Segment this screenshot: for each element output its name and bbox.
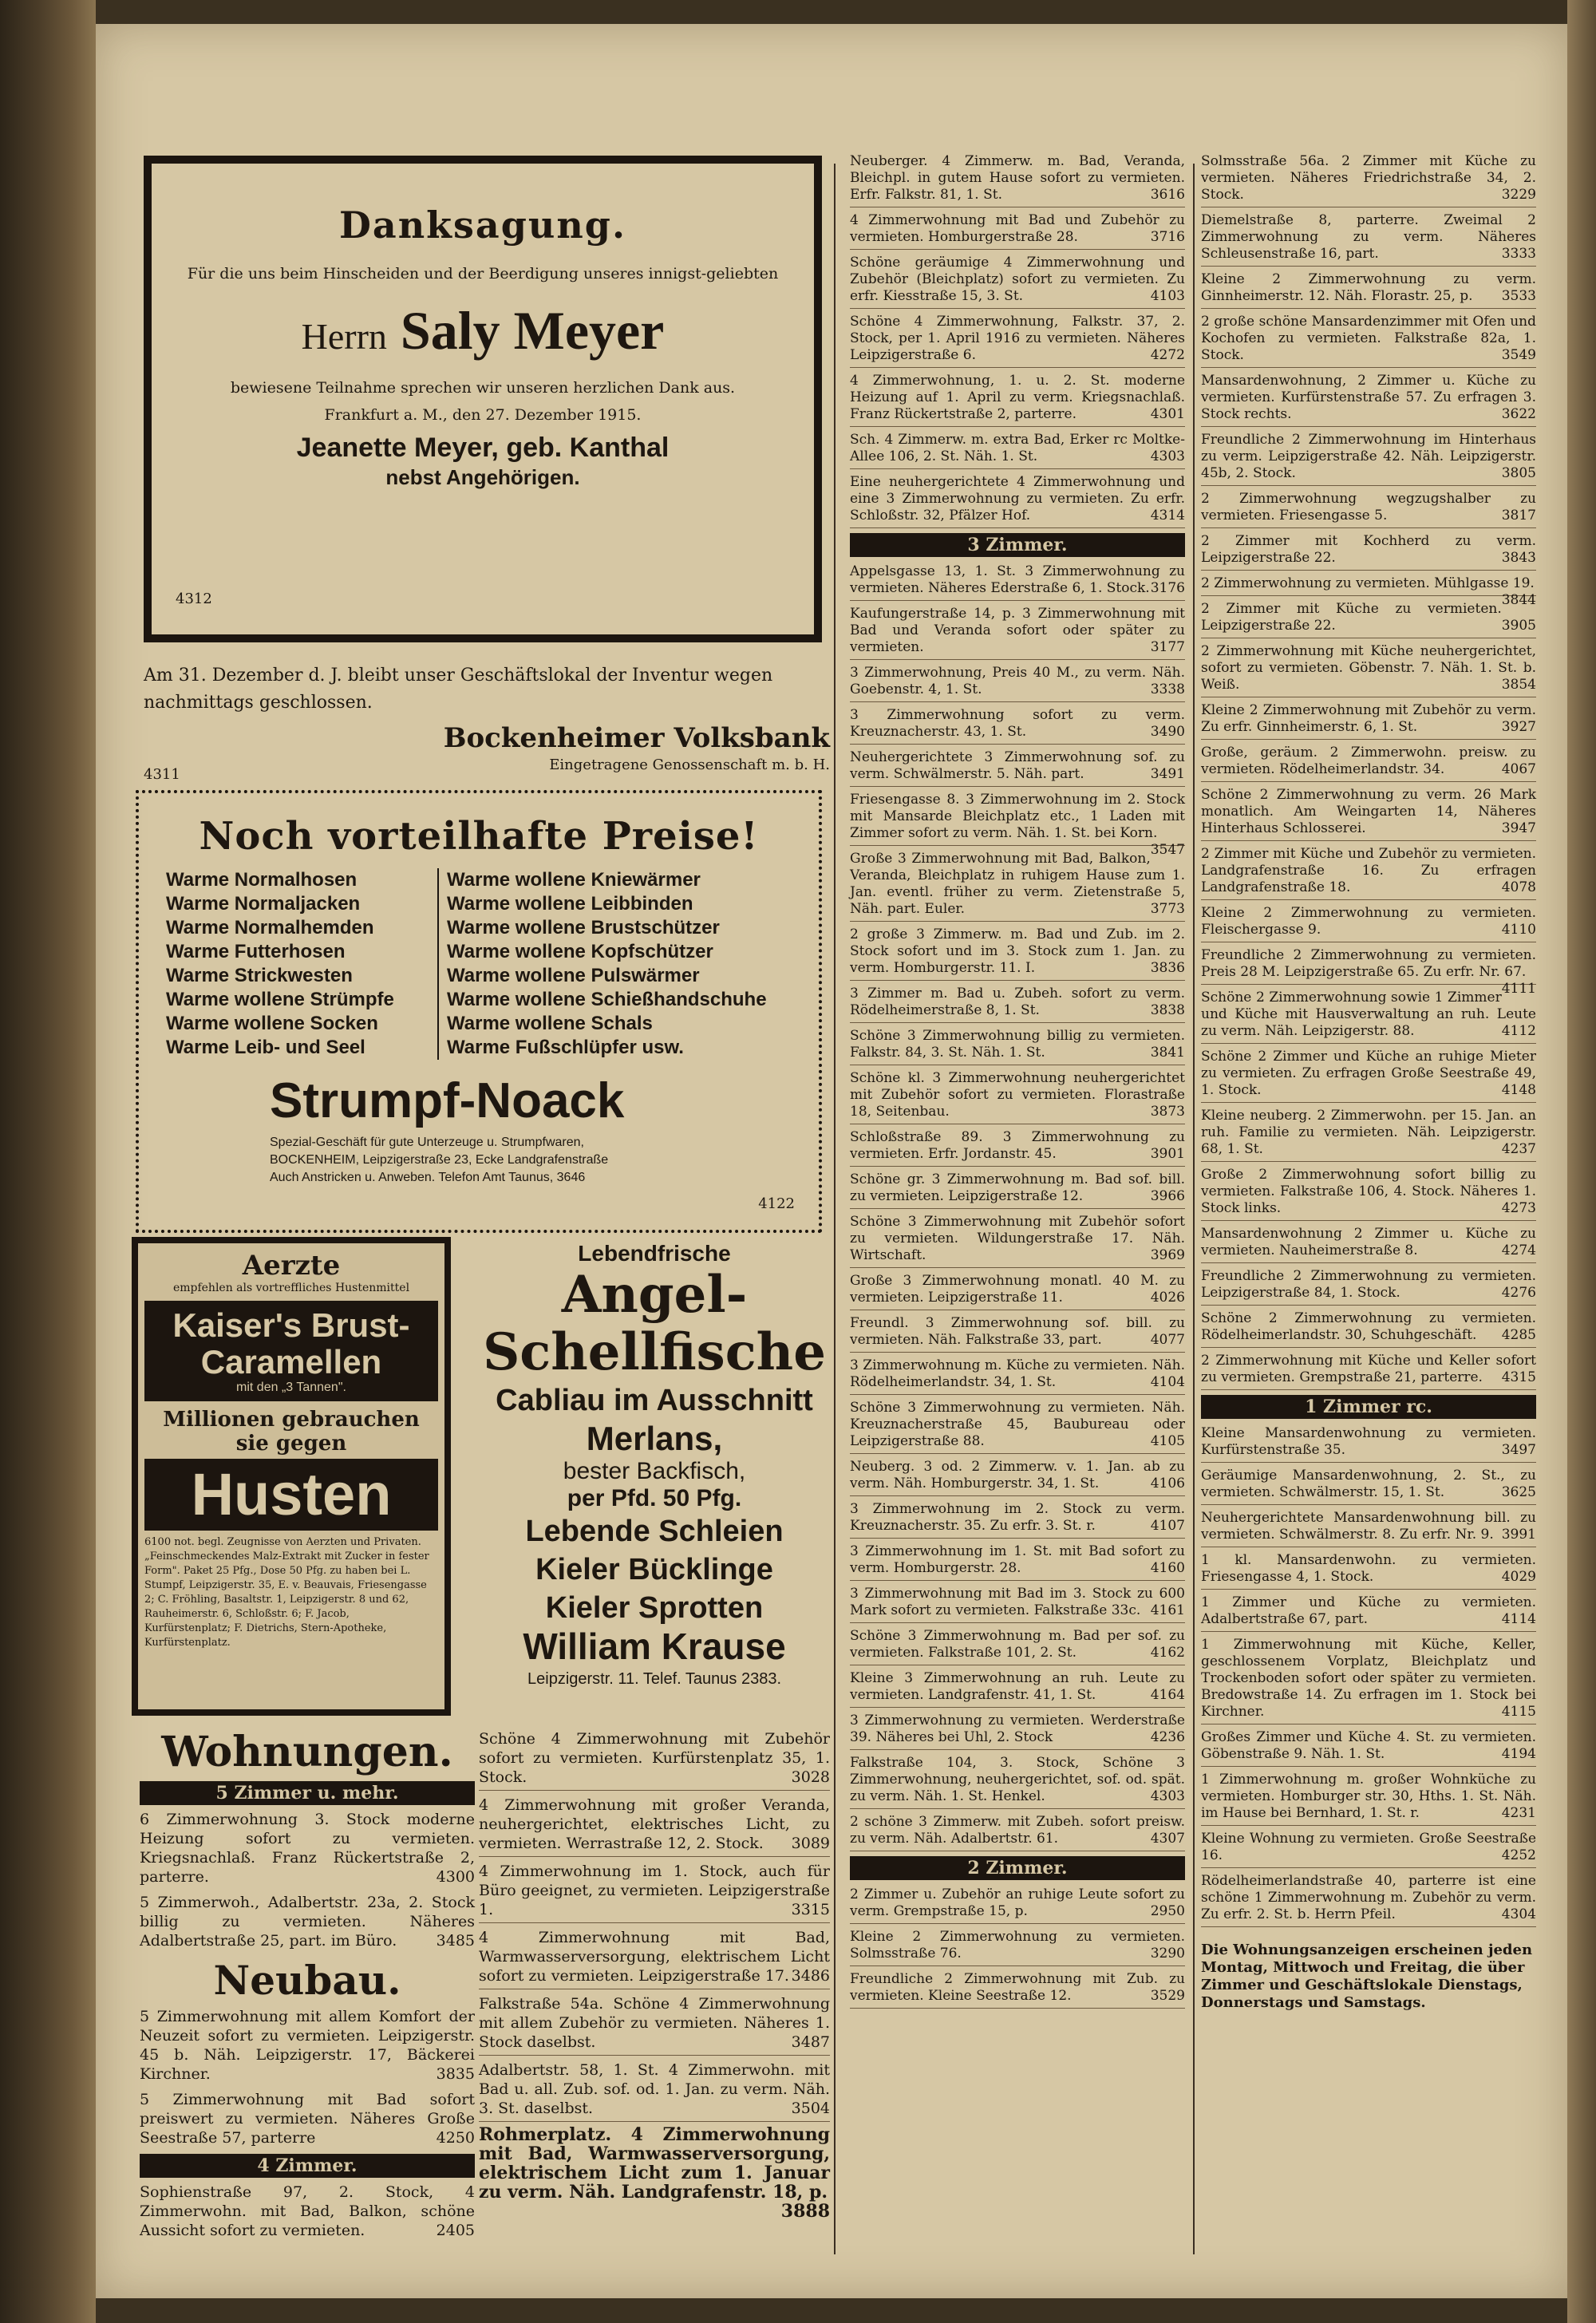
krause-line: Kieler Sprotten: [545, 1591, 764, 1625]
classified-ad: 2 Zimmerwohnung mit Küche und Keller sofort zu vermieten. Grempstraße 21, parterre. 4315: [1201, 1351, 1536, 1390]
krause-line: Lebendfrische: [578, 1241, 731, 1266]
classified-ad: 2 Zimmerwohnung zu vermieten. Mühlgasse 19. 3844: [1201, 575, 1536, 608]
thanks-intro: Für die uns beim Hinscheiden und der Beerdigung unseres innigst-geliebten: [187, 265, 779, 282]
classified-ad: 4 Zimmerwohnung im 1. Stock, auch für Büro geeignet, zu vermieten. Leipzigerstraße 1. 3315: [479, 1860, 830, 1923]
classified-ad: 4 Zimmerwohnung mit Bad, Warmwasserversorgung, elektrischem Licht sofort zu vermieten. Leipzigerstraße 17. 3486: [479, 1926, 830, 1989]
list-item: Warme Normalhemden: [166, 917, 374, 938]
classified-ad: Friesengasse 8. 3 Zimmerwohnung im 2. Stock mit Mansarde Bleichplatz etc., 1 Laden mit Zimmer sofort zu verm. Näh. 1. St. bei Korn. 3547: [850, 792, 1185, 858]
classified-ad: Mansardenwohnung 2 Zimmer u. Küche zu vermieten. Nauheimerstraße 8. 4274: [1201, 1224, 1536, 1263]
classified-ad: Freundliche 2 Zimmerwohnung mit Zub. zu vermieten. Kleine Seestraße 12. 3529: [850, 1969, 1185, 2009]
list-item: Warme Normaljacken: [166, 893, 361, 915]
strumpf-noack-ad: [136, 790, 822, 1233]
classified-ad: 2 Zimmer u. Zubehör an ruhige Leute sofort zu verm. Grempstraße 15, p. 2950: [850, 1885, 1185, 1924]
classified-ad: Große 3 Zimmerwohnung mit Bad, Balkon, Veranda, Bleichplatz in ruhigem Hause zum 1. Jan. eventl. früher zu verm. Zietenstraße 5, Näh. part. Euler. 3773: [850, 849, 1185, 922]
classified-ad: 1 Zimmer und Küche zu vermieten. Adalbertstraße 67, part. 4114: [1201, 1593, 1536, 1632]
section-title: Wohnungen.: [161, 1728, 453, 1776]
kaiser-logo: Kaiser's Brust-Caramellen mit den „3 Tannen".: [144, 1301, 438, 1401]
classified-ad: Falkstraße 54a. Schöne 4 Zimmerwohnung mit allem Zubehör zu vermieten. Näheres 1. Stock daselbst. 3487: [479, 1993, 830, 2056]
krause-line: Kieler Bücklinge: [535, 1553, 773, 1586]
classified-ad: 1 Zimmerwohnung m. großer Wohnküche zu vermieten. Homburger str. 30, Hths. 1. St. Näh. im Hause bei Bernhard, 1. St. r. 4231: [1201, 1770, 1536, 1826]
classified-ad: Kleine 2 Zimmerwohnung zu vermieten. Fleischergasse 9. 4110: [1201, 903, 1536, 942]
classified-ad: 3 Zimmerwohnung, Preis 40 M., zu verm. Näh. Goebenstr. 4, 1. St. 3338: [850, 663, 1185, 702]
classified-ad: Falkstraße 104, 3. Stock, Schöne 3 Zimmerwohnung, neuhergerichtet, sof. od. spät. zu verm. Näh. 1. St. Henkel. 4303: [850, 1753, 1185, 1809]
classified-ad: 2 Zimmerwohnung wegzugshalber zu vermieten. Friesengasse 5. 3817: [1201, 489, 1536, 528]
thanks-signer: Jeanette Meyer, geb. Kanthal: [296, 433, 670, 463]
krause-line: Cabliau im Ausschnitt: [496, 1384, 813, 1417]
classified-ad: Schöne 4 Zimmerwohnung mit Zubehör sofort zu vermieten. Kurfürstenplatz 35, 1. Stock. 3028: [479, 1728, 830, 1791]
classified-ad: Neuberger. 4 Zimmerw. m. Bad, Veranda, Bleichpl. in gutem Hause sofort zu vermieten. Erfr. Falkstr. 81, 1. St. 3616: [850, 152, 1185, 207]
aerzte-sub: empfehlen als vortreffliches Hustenmittel: [172, 1282, 410, 1294]
classified-ad: Eine neuhergerichtete 4 Zimmerwohnung und eine 3 Zimmerwohnung zu vermieten. Zu erfr. Schloßstr. 32, Pfälzer Hof. 4314: [850, 472, 1185, 528]
classified-ad: Freundliche 2 Zimmerwohnung im Hinterhaus zu verm. Leipzigerstraße 42. Näh. Leipzigerstr. 45b, 2. Stock. 3805: [1201, 430, 1536, 486]
classified-ad: Schöne 2 Zimmerwohnung zu vermieten. Rödelheimerlandstr. 30, Schuhgeschäft. 4285: [1201, 1309, 1536, 1348]
category-bar: 4 Zimmer.: [140, 2154, 475, 2178]
thanks-title: Danksagung.: [339, 203, 626, 247]
noack-headline: Noch vorteilhafte Preise!: [199, 814, 759, 859]
krause-line: Lebende Schleien: [525, 1515, 784, 1548]
classified-ad: Große, geräum. 2 Zimmerwohn. preisw. zu vermieten. Rödelheimerlandstr. 34. 4067: [1201, 743, 1536, 782]
category-bar: 1 Zimmer rc.: [1201, 1395, 1536, 1419]
classified-ad: 2 große 3 Zimmerw. m. Bad und Zub. im 2. Stock sofort und im 3. Stock zum 1. Jan. zu verm. Homburgerstr. 11. I. 3836: [850, 925, 1185, 981]
list-item: Warme wollene Schießhandschuhe: [447, 989, 767, 1010]
classified-ad: 3 Zimmerwohnung m. Küche zu vermieten. Näh. Rödelheimerlandstr. 34, 1. St. 4104: [850, 1356, 1185, 1395]
classified-ad: Schöne 3 Zimmerwohnung billig zu vermieten. Falkstr. 84, 3. St. Näh. 1. St. 3841: [850, 1026, 1185, 1065]
classified-ad: Schöne 4 Zimmerwohnung, Falkstr. 37, 2. Stock, per 1. April 1916 zu vermieten. Näheres Leipzigerstraße 6. 4272: [850, 312, 1185, 368]
classified-ad: 5 Zimmerwoh., Adalbertstr. 23a, 2. Stock billig zu vermieten. Näheres Adalbertstraße 25, part. im Büro. 3485: [140, 1894, 475, 1950]
classified-ad: Schöne 2 Zimmerwohnung sowie 1 Zimmer und Küche mit Hausverwaltung an ruh. Leute zu verm. Näh. Leipzigerstr. 88. 4112: [1201, 988, 1536, 1044]
classified-ad: Kleine 3 Zimmerwohnung an ruh. Leute zu vermieten. Landgrafenstr. 41, 1. St. 4164: [850, 1669, 1185, 1708]
classified-ad: Kleine Mansardenwohnung zu vermieten. Kurfürstenstraße 35. 3497: [1201, 1424, 1536, 1463]
classified-ad: Freundl. 3 Zimmerwohnung sof. bill. zu vermieten. Näh. Falkstraße 33, part. 4077: [850, 1314, 1185, 1353]
classified-ad: Mansardenwohnung, 2 Zimmer u. Küche zu vermieten. Kurfürstenstraße 57. Zu erfragen 3. Stock rechts. 3622: [1201, 371, 1536, 427]
classified-ad: 2 Zimmerwohnung mit Küche neuhergerichtet, sofort zu vermieten. Göbenstr. 7. Näh. 1. St. b. Weiß. 3854: [1201, 642, 1536, 697]
classified-ad: 3 Zimmerwohnung sofort zu verm. Kreuznacherstr. 43, 1. St. 3490: [850, 705, 1185, 745]
noack-list-right: [439, 868, 775, 1060]
list-item: Warme Strickwesten: [166, 965, 353, 986]
noack-brand: Strumpf-Noack: [270, 1073, 625, 1128]
classified-ad: 2 große schöne Mansardenzimmer mit Ofen und Kochofen zu vermieten. Falkstraße 82a, 1. Stock. 3549: [1201, 312, 1536, 368]
noack-product-lists: [158, 868, 800, 1060]
column-rule: [834, 164, 836, 2254]
classified-ad: Kaufungerstraße 14, p. 3 Zimmerwohnung mit Bad und Veranda sofort oder später zu vermieten. 3177: [850, 604, 1185, 660]
classified-ad: 3 Zimmerwohnung im 1. St. mit Bad sofort zu verm. Homburgerstr. 28. 4160: [850, 1542, 1185, 1581]
classified-ad: Kleine neuberg. 2 Zimmerwohn. per 15. Jan. an ruh. Familie zu vermieten. Näh. Leipzigerstr. 68, 1. St. 4237: [1201, 1106, 1536, 1162]
classified-ad: Rohmerplatz. 4 Zimmerwohnung mit Bad, Warmwasserversorgung, elektrischem Licht zum 1. Januar zu verm. Näh. Landgrafenstr. 18, p. 3888: [479, 2124, 830, 2222]
classified-ad: 4 Zimmerwohnung, 1. u. 2. St. moderne Heizung auf 1. April zu verm. Kriegsnachlaß. Franz Rückertstraße 2, parterre. 4301: [850, 371, 1185, 427]
bank-name: Bockenheimer Volksbank: [443, 722, 830, 754]
classified-ad: Schöne 3 Zimmerwohnung mit Zubehör sofort zu vermieten. Wildungerstraße 17. Näh. Wirtschaft. 3969: [850, 1212, 1185, 1268]
thanks-body: bewiesene Teilnahme sprechen wir unseren herzlichen Dank aus.: [230, 379, 736, 397]
classified-ad: Adalbertstr. 58, 1. St. 4 Zimmerwohn. mit Bad u. all. Zub. sof. od. 1. Jan. zu verm. Näh. 3. St. daselbst. 3504: [479, 2059, 830, 2122]
classified-ad: 6 Zimmerwohnung 3. Stock moderne Heizung sofort zu vermieten. Kriegsnachlaß. Franz Rückertstraße 2, parterre. 4300: [140, 1811, 475, 1886]
classified-ad: Freundliche 2 Zimmerwohnung zu vermieten. Preis 28 M. Leipzigerstraße 65. Zu erfr. Nr. 67. 4111: [1201, 947, 1536, 997]
classifieds-col3: [850, 152, 1185, 2012]
list-item: Warme wollene Pulswärmer: [447, 965, 700, 986]
classified-ad: Kleine 2 Zimmerwohnung zu vermieten. Solmsstraße 76. 3290: [850, 1927, 1185, 1966]
classified-ad: Schloßstraße 89. 3 Zimmerwohnung zu vermieten. Erfr. Jordanstr. 45. 3901: [850, 1128, 1185, 1167]
classified-ad: 4 Zimmerwohnung mit Bad und Zubehör zu vermieten. Homburgerstraße 28. 3716: [850, 211, 1185, 250]
classified-ad: Geräumige Mansardenwohnung, 2. St., zu vermieten. Schwälmerstr. 15, 1. St. 3625: [1201, 1466, 1536, 1505]
classified-ad: 5 Zimmerwohnung mit Bad sofort preiswert zu vermieten. Näheres Große Seestraße 57, parterre 4250: [140, 2091, 475, 2147]
classified-ad: Neuhergerichtete 3 Zimmerwohnung sof. zu verm. Schwälmerstr. 5. Näh. part. 3491: [850, 748, 1185, 787]
krause-line: William Krause: [523, 1626, 786, 1667]
krause-line: Angel-Schellfische: [483, 1265, 826, 1382]
classified-ad: Neuberg. 3 od. 2 Zimmerw. v. 1. Jan. ab zu verm. Näh. Homburgerstr. 34, 1. St. 4106: [850, 1457, 1185, 1496]
list-item: Warme Normalhosen: [166, 869, 358, 891]
classified-ad: 2 Zimmer mit Küche zu vermieten. Leipzigerstraße 22. 3905: [1201, 599, 1536, 638]
noack-sub1: Spezial-Geschäft für gute Unterzeuge u. Strumpfwaren,: [270, 1136, 584, 1149]
husten-label: Husten: [144, 1459, 438, 1531]
noack-list-left: [158, 868, 439, 1060]
classified-ad: Schöne kl. 3 Zimmerwohnung neuhergerichtet mit Zubehör sofort zu vermieten. Florastraße 18, Seitenbau. 3873: [850, 1069, 1185, 1124]
classified-ad: Diemelstraße 8, parterre. Zweimal 2 Zimmerwohnung zu verm. Näheres Schleusenstraße 16, part. 3333: [1201, 211, 1536, 267]
classified-ad: Kleine 2 Zimmerwohnung zu verm. Ginnheimerstr. 12. Näh. Florastr. 25, p. 3533: [1201, 270, 1536, 309]
krause-line: Merlans,: [586, 1420, 723, 1457]
classified-ad: 1 kl. Mansardenwohn. zu vermieten. Friesengasse 4, 1. Stock. 4029: [1201, 1551, 1536, 1590]
list-item: Warme Fußschlüpfer usw.: [447, 1037, 684, 1058]
aerzte-fine-print: 6100 not. begl. Zeugnisse von Aerzten und Privaten. „Feinschmeckendes Malz-Extrakt mit Zucker in fester Form". Paket 25 Pfg., Dose 50 Pfg. zu haben bei L. Stumpf, Leipzigerstr. 35, E. v. Beauvais, Friesengasse 2; C. Fröhling, Basaltstr. 1, Leipzigerstr. 8 und 62, Rauheimerstr. 6, Schloßstr. 6; F. Jacob, Kurfürstenplatz; F. Dietrichs, Stern-Apotheke, Kurfürstenplatz.: [144, 1536, 429, 1649]
classified-ad: Großes Zimmer und Küche 4. St. zu vermieten. Göbenstraße 9. Näh. 1. St. 4194: [1201, 1728, 1536, 1767]
classifieds-col4: [1201, 152, 1536, 2026]
ad-code: 4122: [758, 1195, 795, 1212]
krause-line: bester Backfisch,: [563, 1458, 746, 1484]
classified-ad: 3 Zimmerwohnung im 2. Stock zu verm. Kreuznacherstr. 35. Zu erfr. 3. St. r. 4107: [850, 1499, 1185, 1539]
category-bar: 3 Zimmer.: [850, 533, 1185, 557]
list-item: Warme Futterhosen: [166, 941, 346, 962]
list-item: Warme wollene Schals: [447, 1013, 653, 1034]
classified-ad: Große 2 Zimmerwohnung sofort billig zu vermieten. Falkstraße 106, 4. Stock. Näheres 1. Stock links. 4273: [1201, 1165, 1536, 1221]
william-krause-ad: [479, 1241, 830, 1689]
krause-line: per Pfd. 50 Pfg.: [567, 1485, 742, 1511]
aerzte-millionen: Millionen gebrauchen sie gegen: [163, 1408, 420, 1456]
classified-ad: 2 schöne 3 Zimmerw. mit Zubeh. sofort preisw. zu verm. Näh. Adalbertstr. 61. 4307: [850, 1812, 1185, 1851]
noack-sub2: BOCKENHEIM, Leipzigerstraße 23, Ecke Landgrafenstraße: [270, 1153, 609, 1167]
classified-ad: Freundliche 2 Zimmerwohnung zu vermieten. Leipzigerstraße 84, 1. Stock. 4276: [1201, 1266, 1536, 1306]
list-item: Warme wollene Leibbinden: [447, 893, 693, 915]
classified-ad: Solmsstraße 56a. 2 Zimmer mit Küche zu vermieten. Näheres Friedrichstraße 34, 2. Stock. 3229: [1201, 152, 1536, 207]
classified-ad: Große 3 Zimmerwohnung monatl. 40 M. zu vermieten. Leipzigerstraße 11. 4026: [850, 1271, 1185, 1310]
closing-note: Die Wohnungsanzeigen erscheinen jeden Montag, Mittwoch und Freitag, die über Zimmer und Geschäftslokale Dienstags, Donnerstags und Samstags.: [1201, 1942, 1533, 2011]
classified-ad: Kleine 2 Zimmerwohnung mit Zubehör zu verm. Zu erfr. Ginnheimerstr. 6, 1. St. 3927: [1201, 701, 1536, 740]
list-item: Warme wollene Brustschützer: [447, 917, 720, 938]
newspaper-page: [96, 24, 1567, 2298]
classified-ad: Sophienstraße 97, 2. Stock, 4 Zimmerwohn. mit Bad, Balkon, schöne Aussicht sofort zu vermieten. 2405: [140, 2183, 475, 2239]
classified-ad: Schöne gr. 3 Zimmerwohnung m. Bad sof. bill. zu vermieten. Leipzigerstraße 12. 3966: [850, 1170, 1185, 1209]
classified-ad: Kleine Wohnung zu vermieten. Große Seestraße 16. 4252: [1201, 1829, 1536, 1868]
page-edge: [1567, 0, 1596, 2323]
book-spine: [0, 0, 96, 2323]
neubau-title: Neubau.: [213, 1957, 401, 2004]
classified-ad: Schöne geräumige 4 Zimmerwohnung und Zubehör (Bleichplatz) sofort zu vermieten. Zu erfr. Kiesstraße 15, 3. St. 4103: [850, 253, 1185, 309]
wohnungen-section: [140, 1728, 475, 2246]
bank-sub: Eingetragene Genossenschaft m. b. H.: [549, 757, 830, 773]
list-item: Warme wollene Socken: [166, 1013, 378, 1034]
category-bar: 5 Zimmer u. mehr.: [140, 1781, 475, 1805]
column-rule: [1193, 164, 1195, 2254]
classified-ad: 1 Zimmerwohnung mit Küche, Keller, geschlossenem Vorplatz, Bleichplatz und Trockenboden sofort oder später zu vermieten. Bredowstraße 14. Zu erfragen im 1. Stock bei Kirchner. 4115: [1201, 1635, 1536, 1724]
list-item: Warme Leib- und Seel: [166, 1037, 365, 1058]
classified-ad: 4 Zimmerwohnung mit großer Veranda, neuhergerichtet, elektrisches Licht, zu vermieten. Werrastraße 12, 2. Stock. 3089: [479, 1794, 830, 1857]
aerzte-title: Aerzte: [242, 1250, 341, 1282]
classified-ad: 2 Zimmer mit Kochherd zu verm. Leipzigerstraße 22. 3843: [1201, 531, 1536, 571]
classified-ad: Appelsgasse 13, 1. St. 3 Zimmerwohnung zu vermieten. Näheres Ederstraße 6, 1. Stock. 3176: [850, 562, 1185, 601]
kaiser-brust-caramellen-ad: [132, 1237, 451, 1716]
classified-ad: Schöne 2 Zimmerwohnung zu verm. 26 Mark monatlich. Am Weingarten 14, Näheres Hinterhaus Schlosserei. 3947: [1201, 785, 1536, 841]
classified-ad: 3 Zimmerwohnung mit Bad im 3. Stock zu 600 Mark sofort zu vermieten. Falkstraße 33c. 4161: [850, 1584, 1185, 1623]
list-item: Warme wollene Strümpfe: [166, 989, 394, 1010]
category-bar: 2 Zimmer.: [850, 1856, 1185, 1880]
classified-ad: 2 Zimmer mit Küche und Zubehör zu vermieten. Landgrafenstraße 16. Zu erfragen Landgrafenstraße 18. 4078: [1201, 844, 1536, 900]
notice-text: Am 31. Dezember d. J. bleibt unser Geschäftslokal der Inventur wegen nachmittags geschlossen.: [144, 666, 773, 713]
list-item: Warme wollene Kopfschützer: [447, 941, 713, 962]
classified-ad: 5 Zimmerwohnung mit allem Komfort der Neuzeit sofort zu vermieten. Leipzigerstr. 45 b. Näh. Leipzigerstr. 17, Bäckerei Kirchner. 3835: [140, 2008, 475, 2083]
thanks-signer2: nebst Angehörigen.: [385, 465, 580, 489]
ad-code: 4312: [176, 591, 212, 607]
list-item: Warme wollene Kniewärmer: [447, 869, 701, 891]
ad-code: 4311: [144, 766, 180, 783]
classified-ad: Rödelheimerlandstraße 40, parterre ist eine schöne 1 Zimmerwohnung m. Zubehör zu verm. Zu erfr. 2. St. b. Herrn Pfeil. 4304: [1201, 1871, 1536, 1927]
classified-ad: Schöne 3 Zimmerwohnung zu vermieten. Näh. Kreuznacherstraße 45, Baubureau oder Leipzigerstraße 88. 4105: [850, 1398, 1185, 1454]
thanks-notice: [144, 156, 822, 642]
classified-ad: Sch. 4 Zimmerw. m. extra Bad, Erker rc Moltke-Allee 106, 2. St. Näh. 1. St. 4303: [850, 430, 1185, 469]
thanks-place-date: Frankfurt a. M., den 27. Dezember 1915.: [324, 406, 642, 424]
classified-ad: 3 Zimmerwohnung zu vermieten. Werderstraße 39. Näheres bei Uhl, 2. Stock 4236: [850, 1711, 1185, 1750]
bank-notice: [144, 662, 830, 788]
classifieds-mid: [479, 1728, 830, 2221]
classified-ad: 3 Zimmer m. Bad u. Zubeh. sofort zu verm. Rödelheimerstraße 8, 1. St. 3838: [850, 984, 1185, 1023]
classified-ad: Schöne 2 Zimmer und Küche an ruhige Mieter zu vermieten. Zu erfragen Große Seestraße 49, 1. Stock. 4148: [1201, 1047, 1536, 1103]
classified-ad: Schöne 3 Zimmerwohnung m. Bad per sof. zu vermieten. Falkstraße 101, 2. St. 4162: [850, 1626, 1185, 1665]
krause-address: Leipzigerstr. 11. Telef. Taunus 2383.: [527, 1670, 781, 1688]
deceased-name: Herrn Saly Meyer: [301, 300, 665, 361]
classified-ad: Neuhergerichtete Mansardenwohnung bill. zu vermieten. Schwälmerstr. 8. Zu erfr. Nr. 9. 3991: [1201, 1508, 1536, 1547]
noack-sub3: Auch Anstricken u. Anweben. Telefon Amt Taunus, 3646: [270, 1171, 586, 1184]
